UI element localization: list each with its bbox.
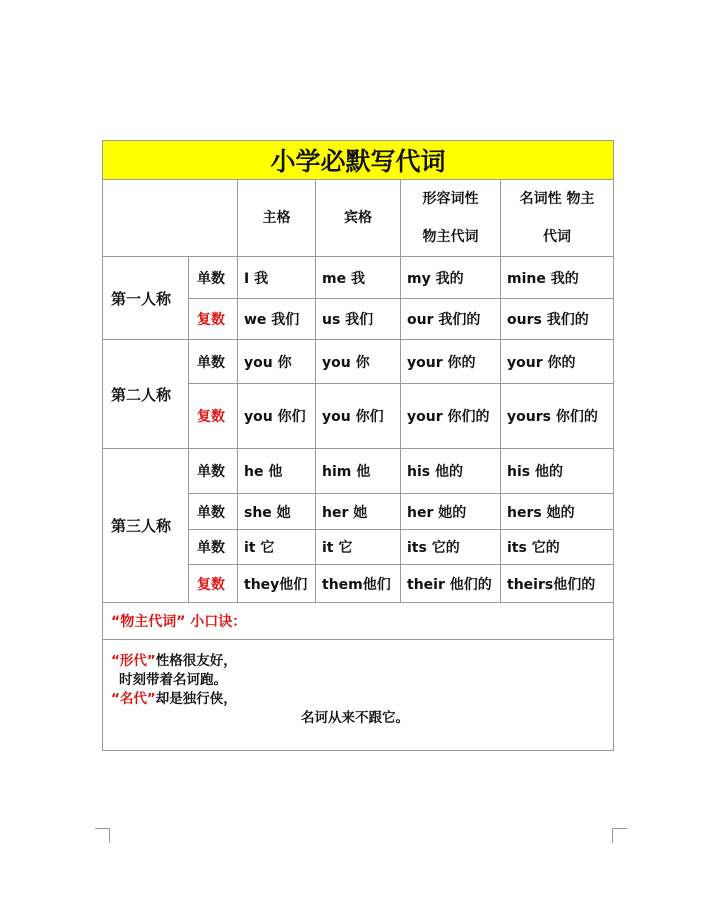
pronoun-cell: him 他 (316, 449, 401, 494)
header-blank (103, 180, 238, 257)
rhyme-title-quoted: “物主代词” (111, 614, 186, 630)
pronoun-cell: you 你们 (316, 384, 401, 449)
number-label: 复数 (189, 565, 238, 603)
verse-line-4: 名诃从来不跟它。 (301, 710, 409, 726)
number-label: 单数 (189, 449, 238, 494)
pronoun-cell: her 她的 (401, 494, 501, 530)
pronoun-cell: it 它 (316, 530, 401, 565)
number-label: 复数 (189, 299, 238, 340)
pronoun-cell: you 你 (316, 340, 401, 384)
column-header (401, 180, 501, 257)
pronoun-cell: yours 你们的 (501, 384, 614, 449)
person-label: 第三人称 (103, 449, 189, 603)
pronoun-cell: your 你的 (501, 340, 614, 384)
table-title: 小学必默写代词 (103, 141, 614, 180)
pronoun-cell: it 它 (238, 530, 316, 565)
pronoun-cell: its 它的 (401, 530, 501, 565)
pronoun-cell: us 我们 (316, 299, 401, 340)
number-label: 单数 (189, 257, 238, 299)
column-header-line: 宾格 (344, 210, 372, 226)
pronoun-cell: his 他的 (501, 449, 614, 494)
table-row (103, 340, 614, 384)
pronoun-cell: their 他们的 (401, 565, 501, 603)
verse-line-1 (111, 652, 613, 671)
number-label: 单数 (189, 340, 238, 384)
table-row (103, 449, 614, 494)
table-row (103, 257, 614, 299)
verse-quote: “名代” (111, 691, 156, 707)
column-header-line: 物主代词 (422, 229, 479, 245)
pronoun-cell: theirs他们的 (501, 565, 614, 603)
pronoun-cell: me 我 (316, 257, 401, 299)
person-label: 第二人称 (103, 340, 189, 449)
pronoun-cell: your 你们的 (401, 384, 501, 449)
pronoun-cell: its 它的 (501, 530, 614, 565)
verse-line-2: 时刻带着名诃跑。 (119, 672, 227, 688)
column-header (238, 180, 316, 257)
number-label: 单数 (189, 530, 238, 565)
pronoun-table (102, 140, 614, 751)
number-label: 单数 (189, 494, 238, 530)
pronoun-cell: she 她 (238, 494, 316, 530)
page-corner-mark (95, 828, 110, 843)
pronoun-cell: you 你们 (238, 384, 316, 449)
pronoun-cell: her 她 (316, 494, 401, 530)
column-header (316, 180, 401, 257)
pronoun-cell: they他们 (238, 565, 316, 603)
verse-text: 性格很友好， (155, 653, 237, 669)
rhyme-title-rest: 小口诀： (190, 614, 247, 630)
column-header-line: 代词 (543, 229, 572, 245)
pronoun-cell: you 你 (238, 340, 316, 384)
column-header-line: 形容词性 (422, 191, 479, 207)
column-header-line: 主格 (262, 210, 291, 226)
page-corner-mark (612, 828, 627, 843)
person-label: 第一人称 (103, 257, 189, 340)
pronoun-cell: we 我们 (238, 299, 316, 340)
pronoun-cell: your 你的 (401, 340, 501, 384)
pronoun-cell: mine 我的 (501, 257, 614, 299)
pronoun-cell: ours 我们的 (501, 299, 614, 340)
rhyme-title (103, 603, 614, 640)
rhyme-verse (103, 640, 614, 751)
verse-text: 却是独行侠， (155, 691, 237, 707)
pronoun-cell: his 他的 (401, 449, 501, 494)
pronoun-cell: he 他 (238, 449, 316, 494)
number-label: 复数 (189, 384, 238, 449)
pronoun-cell: hers 她的 (501, 494, 614, 530)
column-header (501, 180, 614, 257)
pronoun-cell: them他们 (316, 565, 401, 603)
pronoun-cell: my 我的 (401, 257, 501, 299)
pronoun-cell: I 我 (238, 257, 316, 299)
column-header-line: 名词性 物主 (519, 191, 595, 207)
pronoun-cell: our 我们的 (401, 299, 501, 340)
verse-quote: “形代” (111, 653, 156, 669)
verse-line-3 (111, 690, 613, 709)
